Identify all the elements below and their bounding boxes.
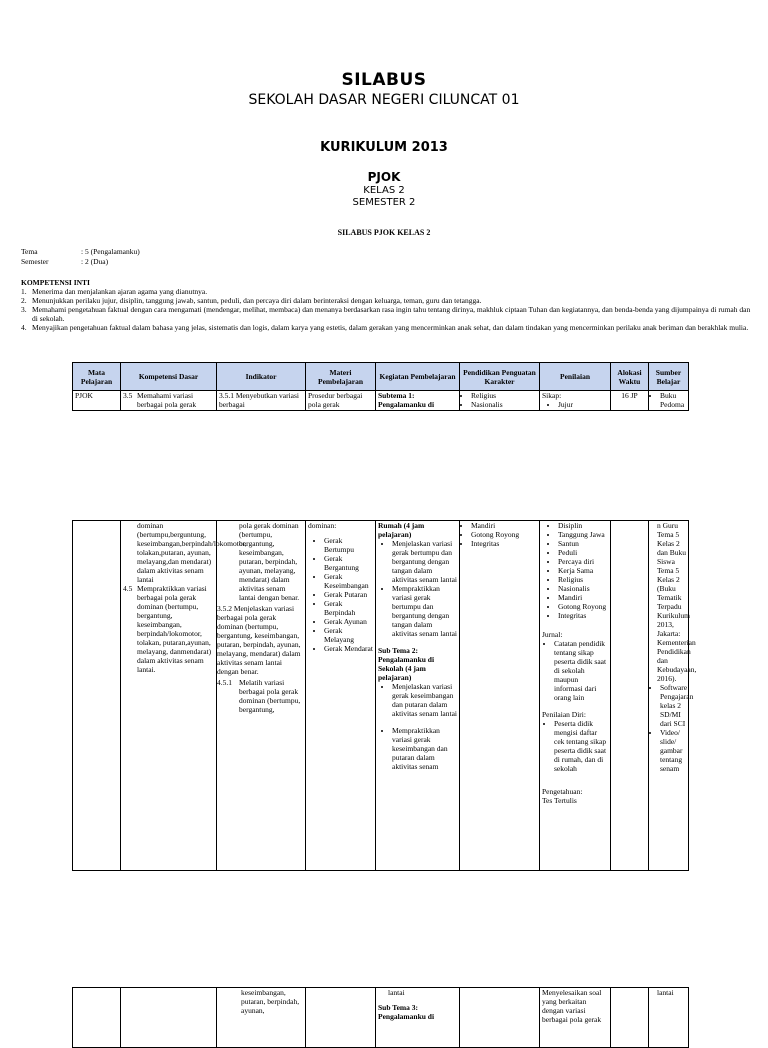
cell-kegiatan: Rumah (4 jam pelajaran) • Menjelaskan variasi gerak bertumpu dan bergantung dengan tangan dalam aktivitas senam lantai • Mempraktikkan variasi gerak bertumpu dan bergantung dengan tangan dalam aktivitas senam lantai Sub Tema 2: Pengalamanku di Sekolah (4 jam pelajaran) • Menjelaskan variasi gerak keseimbangan dan putaran dalam aktivitas senam lantai • Mempraktikkan variasi gerak keseimbangan dan putaran dalam aktivitas senam bbox=[376, 521, 460, 871]
cell-alokasi: 16 JP bbox=[611, 391, 649, 411]
tema-value: : 5 (Pengalamanku) bbox=[81, 247, 140, 256]
cell-materi bbox=[306, 988, 376, 1048]
cell-karakter: • Religius • Nasionalis bbox=[460, 391, 540, 411]
list-item: 2. Menunjukkan perilaku jujur, disiplin, tanggung jawab, santun, peduli, dan percaya diri dalam berinteraksi dengan keluarga, teman, guru dan tetangga. bbox=[21, 296, 482, 305]
cell-penilaian: Sikap: • Jujur bbox=[540, 391, 611, 411]
subject-name: PJOK bbox=[367, 170, 401, 184]
table-row bbox=[73, 521, 689, 871]
cell-mapel bbox=[73, 521, 121, 871]
header-materi: Materi Pembelajaran bbox=[306, 363, 376, 391]
tema-label: Tema bbox=[21, 247, 38, 256]
header-mapel: Mata Pelajaran bbox=[73, 363, 121, 391]
cell-materi: Prosedur berbagai pola gerak bbox=[306, 391, 376, 411]
kompetensi-inti bbox=[21, 278, 751, 332]
cell-sumber: • Buku Pedoma bbox=[649, 391, 689, 411]
cell-materi: dominan: • Gerak Bertumpu • Gerak Bergantung • Gerak Keseimbangan • Gerak Putaran • Gerak Berpindah • Gerak Ayunan • Gerak Melayang • Gerak Mendarat bbox=[306, 521, 376, 871]
school-name: SEKOLAH DASAR NEGERI CILUNCAT 01 bbox=[248, 92, 520, 108]
cell-indikator: pola gerak dominan (bertumpu, bergantung, keseimbangan, putaran, berpindah, ayunan, melayang, mendarat) dalam aktivitas senam lantai dengan benar. 3.5.2 Menjelaskan variasi berbagai pola gerak dominan (bertumpu, bergantung, keseimbangan, putaran, berpindah, ayunan, melayang, mendarat) dalam aktivitas senam lantai dengan benar. 4.5.1 Melatih variasi berbagai pola gerak dominan (bertumpu, bergantung, bbox=[217, 521, 306, 871]
list-item: 3. Memahami pengetahuan faktual dengan cara mengamati (mendengar, melihat, membaca) dan menanya berdasarkan rasa ingin tahu tentang dirinya, makhluk ciptaan Tuhan dan kegiatannya, dan benda-benda yang dijumpainya di rumah dan di sekolah. bbox=[21, 305, 751, 323]
ki-list bbox=[21, 287, 751, 332]
doc-title: SILABUS bbox=[341, 70, 427, 90]
meta-tema bbox=[21, 247, 140, 257]
header-kegiatan: Kegiatan Pembelajaran bbox=[376, 363, 460, 391]
cell-penilaian: • Disiplin • Tanggung Jawa • Santun • Peduli • Percaya diri • Kerja Sama • Religius • Nasionalis • Mandiri • Gotong Royong • Integritas Jurnal: • Catatan pendidik tentang sikap peserta didik saat di sekolah maupun informasi dari orang lain Penilaian Diri: • Peserta didik mengisi daftar cek tentang sikap peserta didik saat di rumah, dan di sekolah Pengetahuan: Tes Tertulis bbox=[540, 521, 611, 871]
syllabus-table-page3 bbox=[72, 987, 689, 1048]
syllabus-table-page2 bbox=[72, 520, 697, 871]
header-alokasi: Alokasi Waktu bbox=[611, 363, 649, 391]
list-item: 1. Menerima dan menjalankan ajaran agama yang dianutnya. bbox=[21, 287, 208, 296]
syllabus-table-page1 bbox=[72, 362, 689, 411]
curriculum-title: KURIKULUM 2013 bbox=[320, 140, 448, 155]
cell-karakter: • Mandiri • Gotong Royong • Integritas bbox=[460, 521, 540, 871]
meta-semester bbox=[21, 257, 140, 267]
cell-kd: 3.5 Memahami variasi berbagai pola gerak bbox=[121, 391, 217, 411]
semester-label-key: Semester bbox=[21, 257, 49, 266]
ki-heading: KOMPETENSI INTI bbox=[21, 278, 90, 287]
cell-kd: dominan (bertumpu,berguntung, keseimbangan,berpindah/lokomotor, tolakan,putaran, ayunan, melayang,dan mendarat) dalam aktivitas senam lantai 4.5 Mempraktikkan variasi berbagai pola gerak dominan (bertumpu, bergantung, keseimbangan, berpindah/lokomotor, tolakan, putaran,ayunan, melayang, danmendarat) dalam aktivitas senam lantai. bbox=[121, 521, 217, 871]
cell-mapel bbox=[73, 988, 121, 1048]
cell-sumber: n Guru Tema 5 Kelas 2 dan Buku Siswa Tema 5 Kelas 2 (Buku Tematik Terpadu Kurikulum 2013, Jakarta: Kementerian Pendidikan dan Kebudayaan, 2016). • Software Pengajaran kelas 2 SD/MI dari SCI • Video/ slide/ gambar tentang senam bbox=[649, 521, 689, 871]
cell-indikator: keseimbangan, putaran, berpindah, ayunan, bbox=[217, 988, 306, 1048]
meta-info bbox=[21, 247, 140, 267]
header-indikator: Indikator bbox=[217, 363, 306, 391]
header-sumber: Sumber Belajar bbox=[649, 363, 689, 391]
header-karakter: Pendidikan Penguatan Karakter bbox=[460, 363, 540, 391]
semester-label: SEMESTER 2 bbox=[352, 197, 416, 208]
cell-indikator: 3.5.1 Menyebutkan variasi berbagai bbox=[217, 391, 306, 411]
syllabus-subtitle: SILABUS PJOK KELAS 2 bbox=[337, 228, 431, 237]
header-kd: Kompetensi Dasar bbox=[121, 363, 217, 391]
cell-kd bbox=[121, 988, 217, 1048]
table-header-row bbox=[73, 363, 689, 391]
cell-penilaian: Menyelesaikan soal yang berkaitan dengan variasi berbagai pola gerak bbox=[540, 988, 611, 1048]
cell-kegiatan: lantai Sub Tema 3: Pengalamanku di bbox=[376, 988, 460, 1048]
cell-alokasi bbox=[611, 988, 649, 1048]
header-penilaian: Penilaian bbox=[540, 363, 611, 391]
table-row bbox=[73, 988, 689, 1048]
cell-karakter bbox=[460, 988, 540, 1048]
semester-value: : 2 (Dua) bbox=[81, 257, 109, 266]
table-row bbox=[73, 391, 689, 411]
cell-sumber: lantai bbox=[649, 988, 689, 1048]
cell-mapel: PJOK bbox=[73, 391, 121, 411]
cell-alokasi bbox=[611, 521, 649, 871]
grade-label: KELAS 2 bbox=[363, 185, 405, 196]
cell-kegiatan: Subtema 1: Pengalamanku di bbox=[376, 391, 460, 411]
list-item: 4. Menyajikan pengetahuan faktual dalam bahasa yang jelas, sistematis dan logis, dalam karya yang estetis, dalam gerakan yang mencerminkan anak sehat, dan dalam tindakan yang mencerminkan perilaku anak beriman dan berakhlak mulia. bbox=[21, 323, 749, 332]
